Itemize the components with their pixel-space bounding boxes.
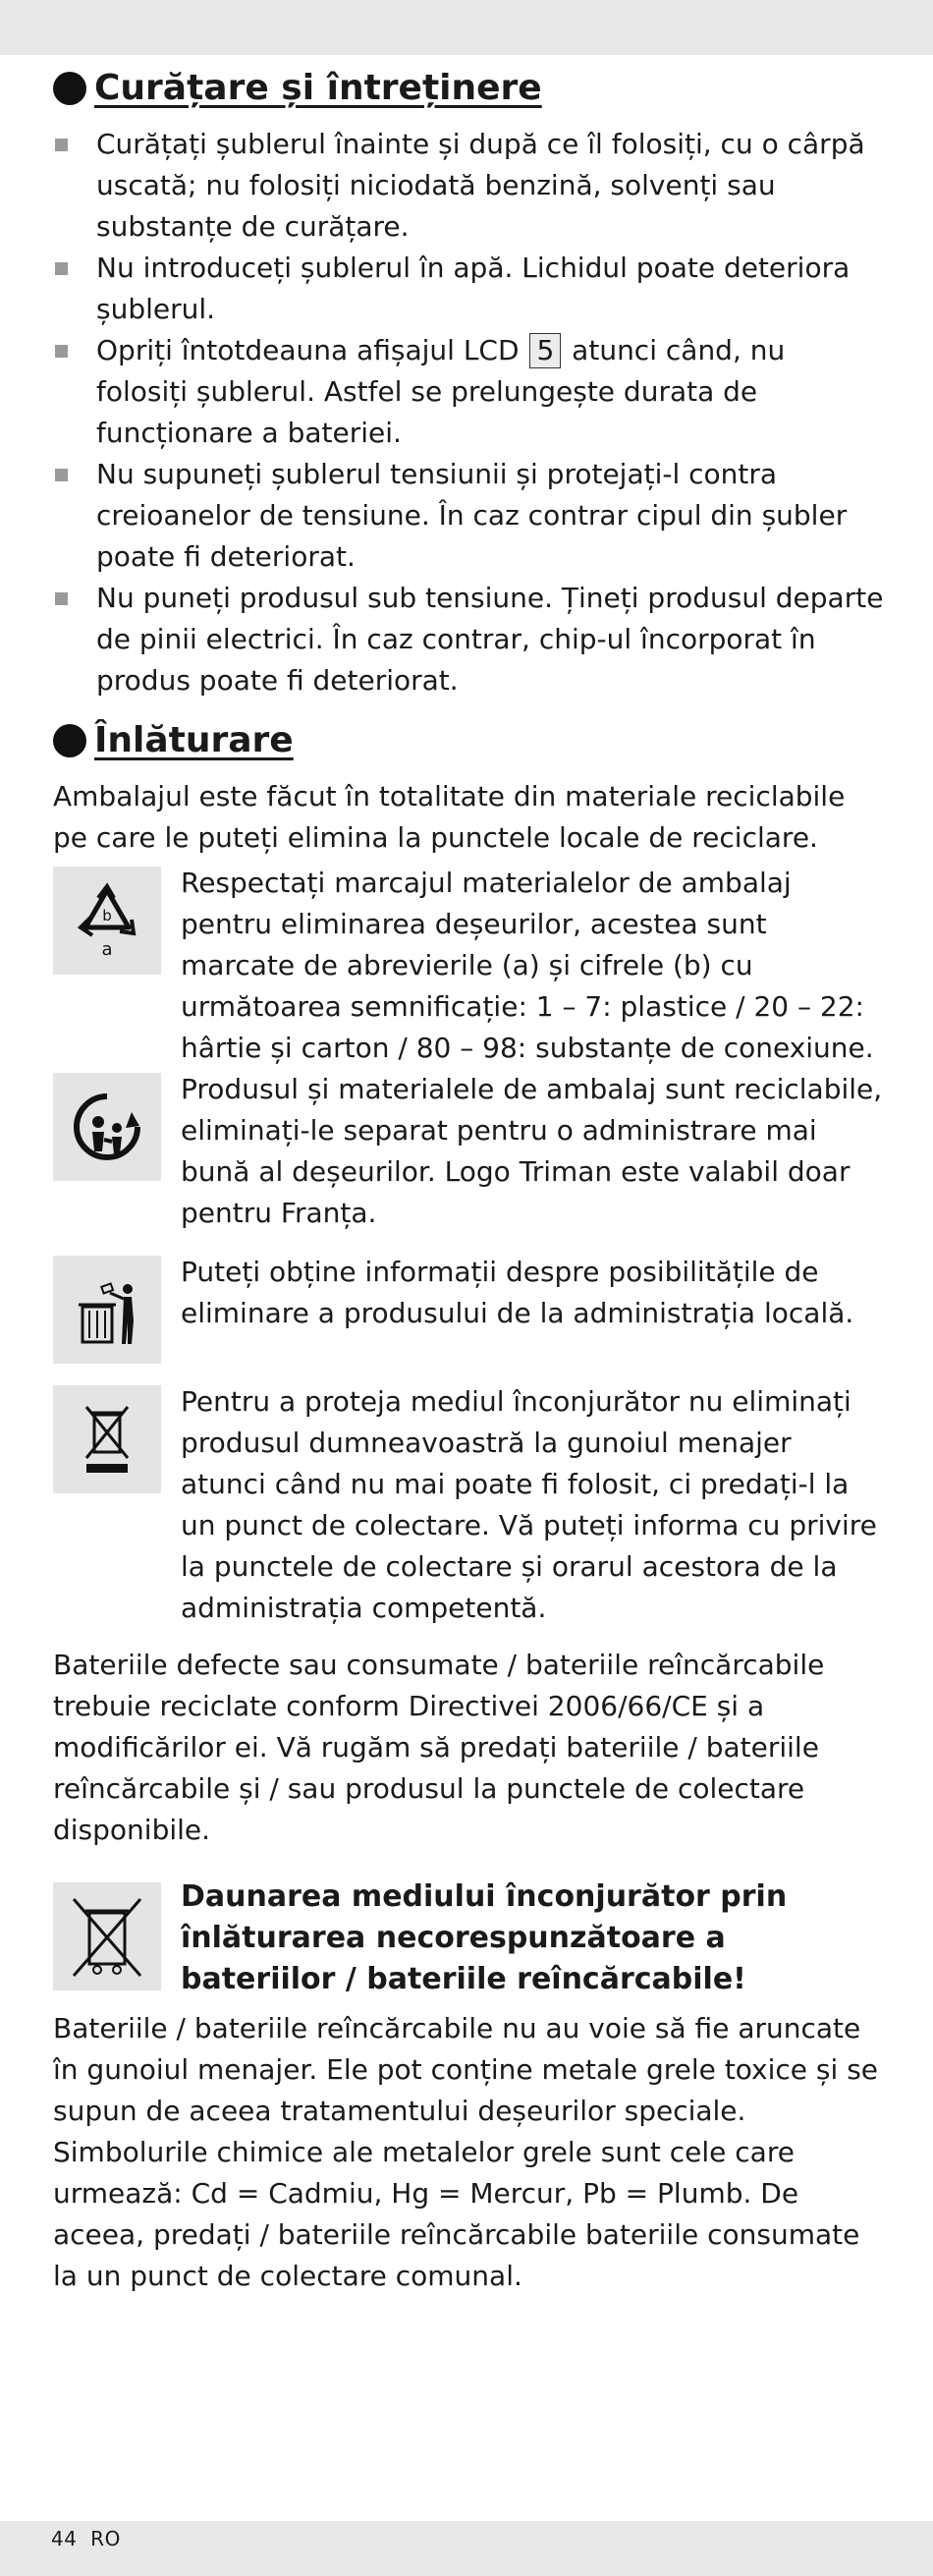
- square-bullet-icon: [55, 262, 68, 275]
- page-content: [53, 63, 884, 2297]
- triman-logo-icon: [53, 1073, 161, 1181]
- list-item: Curățați șublerul înainte și după ce îl folosiți, cu o cârpă uscată; nu folosiți niciodată benzină, solvenți sau substanțe de curățare.: [53, 124, 884, 248]
- battery-warning-row: [53, 1876, 884, 2000]
- trash-person-icon: [53, 1256, 161, 1364]
- final-paragraph: Bateriile / bateriile reîncărcabile nu au voie să fie aruncate în gunoiul menajer. Ele pot conține metale grele toxice și se supun de aceea tratamentului deșeurilor speciale. Simbolurile chimice ale metalelor grele sunt cele care urmează: Cd = Cadmiu, Hg = Mercur, Pb = Plumb. De aceea, predați / bateriile reîncărcabile bateriile consumate la un punct de colectare comunal.: [53, 2012, 879, 2292]
- section-heading-disposal: [53, 715, 884, 766]
- svg-text:b: b: [102, 907, 112, 924]
- triman-row: [53, 1069, 884, 1234]
- list-item: Nu supuneți șublerul tensiunii și protejați-l contra creioanelor de tensiune. În caz contrar cipul din șubler poate fi deteriorat.: [53, 454, 884, 578]
- recycling-code-text: Respectați marcajul materialelor de ambalaj pentru eliminarea deșeurilor, acestea sunt marcate de abrevierile (a) și cifrele (b) cu următoarea semnificație: 1 – 7: plastice / 20 – 22: hârtie și carton / 80 – 98: substanțe de conexiune.: [181, 867, 874, 1064]
- crossed-battery-bin-icon: [53, 1882, 161, 1990]
- page-number: 44: [51, 2527, 78, 2550]
- weee-row: [53, 1381, 884, 1629]
- square-bullet-icon: [55, 592, 68, 605]
- battery-warning-text: Daunarea mediului înconjurător prin înlăturarea necorespunzătoare a bateriilor / bateriile reîncărcabile!: [181, 1879, 788, 1996]
- square-bullet-icon: [55, 345, 68, 358]
- square-bullet-icon: [55, 469, 68, 481]
- svg-text:a: a: [101, 939, 113, 960]
- section-title: Înlăturare: [94, 720, 294, 760]
- section-heading-cleaning: [53, 63, 884, 114]
- language-code: RO: [90, 2527, 121, 2550]
- list-item: Nu puneți produsul sub tensiune. Țineți produsul departe de pinii electrici. În caz contrar, chip-ul încorporat în produs poate fi deteriorat.: [53, 578, 884, 701]
- square-bullet-icon: [55, 139, 68, 151]
- bullet-dot-icon: [53, 724, 86, 757]
- cleaning-list: [53, 124, 884, 701]
- triman-text: Produsul și materialele de ambalaj sunt reciclabile, eliminați-le separat pentru o administrare mai bună al deșeurilor. Logo Triman este valabil doar pentru Franța.: [181, 1073, 883, 1229]
- lcd-reference-box: 5: [529, 333, 561, 368]
- weee-text: Pentru a proteja mediul înconjurător nu eliminați produsul dumneavoastră la gunoiul menajer atunci când nu mai poate fi folosit, ci predați-l la un punct de colectare. Vă puteți informa cu privire la punctele de colectare și orarul acestora de la administrația competentă.: [181, 1385, 877, 1624]
- crossed-bin-icon: [53, 1385, 161, 1493]
- disposal-intro: Ambalajul este făcut în totalitate din materiale reciclabile pe care le puteți elimina la punctele locale de reciclare.: [53, 780, 846, 854]
- bullet-dot-icon: [53, 72, 86, 105]
- batteries-paragraph: Bateriile defecte sau consumate / bateriile reîncărcabile trebuie reciclate conform Directivei 2006/66/CE și a modificărilor ei. Vă rugăm să predați bateriile / bateriile reîncărcabile și / sau produsul la punctele de colectare disponibile.: [53, 1649, 825, 1846]
- list-item: Nu introduceți șublerul în apă. Lichidul poate deteriora șublerul.: [53, 248, 884, 330]
- bin-row: [53, 1252, 884, 1364]
- section-title: Curățare și întreținere: [94, 68, 542, 108]
- recycling-code-icon: [53, 867, 161, 975]
- page-footer: [51, 2527, 121, 2550]
- footer-band: [0, 2521, 933, 2576]
- local-admin-text: Puteți obține informații despre posibilitățile de eliminare a produsului de la administrația locală.: [181, 1256, 854, 1329]
- top-band: [0, 0, 933, 55]
- list-item: Opriți întotdeauna afișajul LCD 5 atunci când, nu folosiți șublerul. Astfel se prelungește durata de funcționare a bateriei.: [53, 330, 884, 454]
- recycling-code-row: [53, 863, 884, 1069]
